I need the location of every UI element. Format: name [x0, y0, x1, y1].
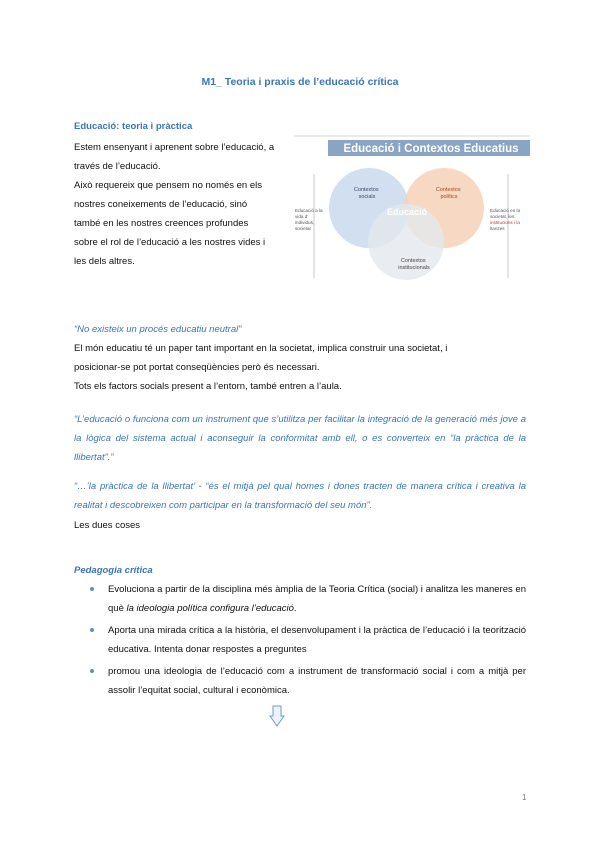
- intro-line: les dels altres.: [74, 256, 135, 267]
- list-item-text: promou una ideologia de l’educació com a instrument de transformació social i com a mitjà per assolir l’equitat social, cultural i econòmica.: [108, 666, 526, 696]
- freedom-practice-quote: “…’la pràctica de la llibertat’ - “és el mitjà pel qual homes i dones tracten de manera crítica i creativa la realitat i descobreixen com participar en la transformació del seu món”.: [74, 481, 526, 511]
- bullet-icon: [90, 628, 94, 632]
- right-note: Educació en la societat, les institucions i la ltanzes: [490, 208, 521, 231]
- education-center-label: Educació: [386, 207, 428, 217]
- list-item-text: Evoluciona a partir de la disciplina més àmplia de la Teoria Crítica (social) i analitza les maneres en què: [108, 584, 526, 614]
- down-arrow-icon: [269, 705, 285, 727]
- page-title: M1_ Teoria i praxis de l’educació crítica: [201, 76, 399, 88]
- list-item: [86, 621, 526, 659]
- intro-line: través de l’educació.: [74, 161, 161, 172]
- closing-line: Les dues coses: [74, 520, 141, 531]
- paragraph-line: Tots els factors socials present a l’entorn, també entren a l’aula.: [74, 381, 342, 392]
- list-item: [86, 662, 526, 700]
- bullet-icon: [90, 587, 94, 591]
- neutrality-quote: “No existeix un procés educatiu neutral”: [74, 324, 242, 335]
- paragraph-line: El món educatiu té un paper tant important en la societat, implica construir una societat, i: [74, 343, 448, 354]
- page-number: 1: [522, 793, 527, 802]
- list-item-text: Aporta una mirada crítica a la història, el desenvolupament i la pràctica de l’educació i la teorització educativa. Intenta donar respostes a preguntes: [108, 625, 526, 655]
- list-item: [86, 580, 526, 618]
- intro-line: nostres coneixements de l’educació, sinó: [74, 199, 248, 210]
- list-item-emphasis: la ideologia política configura l’educació: [126, 603, 294, 614]
- political-context-label: Contextos polítics: [435, 187, 461, 200]
- figure-title: Educació i Contextos Educatius: [343, 143, 519, 155]
- social-context-label: Contextos socials: [353, 187, 379, 200]
- intro-line: també en les nostres creences profundes: [74, 218, 249, 229]
- intro-line: Estem ensenyant i aprenent sobre l’educació, a: [74, 142, 275, 153]
- freedom-quote: “L’educació o funciona com un instrument que s’utilitza per facilitar la integració de la generació més jove a la lògica del sistema actual i aconseguir la conformitat amb ell, o es converteix en “la pràctica de la llibertat”.”: [74, 414, 526, 463]
- critical-pedagogy-list: [86, 580, 526, 703]
- intro-line: sobre el rol de l’educació a les nostres vides i: [74, 237, 266, 248]
- institutional-context-label: Contextos institucionals: [398, 258, 430, 271]
- section-heading-teoria: Educació: teoria i pràctica: [74, 121, 193, 132]
- paragraph-line: posicionar-se pot portat conseqüències però és necessari.: [74, 362, 320, 373]
- intro-line: Això requereix que pensem no només en els: [74, 180, 263, 191]
- bullet-icon: [90, 669, 94, 673]
- left-note: Educació a la vida d’ individus, societat: [295, 208, 323, 231]
- section-heading-pedagogia: Pedagogia crítica: [74, 565, 153, 576]
- education-contexts-diagram: [294, 134, 530, 282]
- list-item-end: .: [293, 603, 297, 614]
